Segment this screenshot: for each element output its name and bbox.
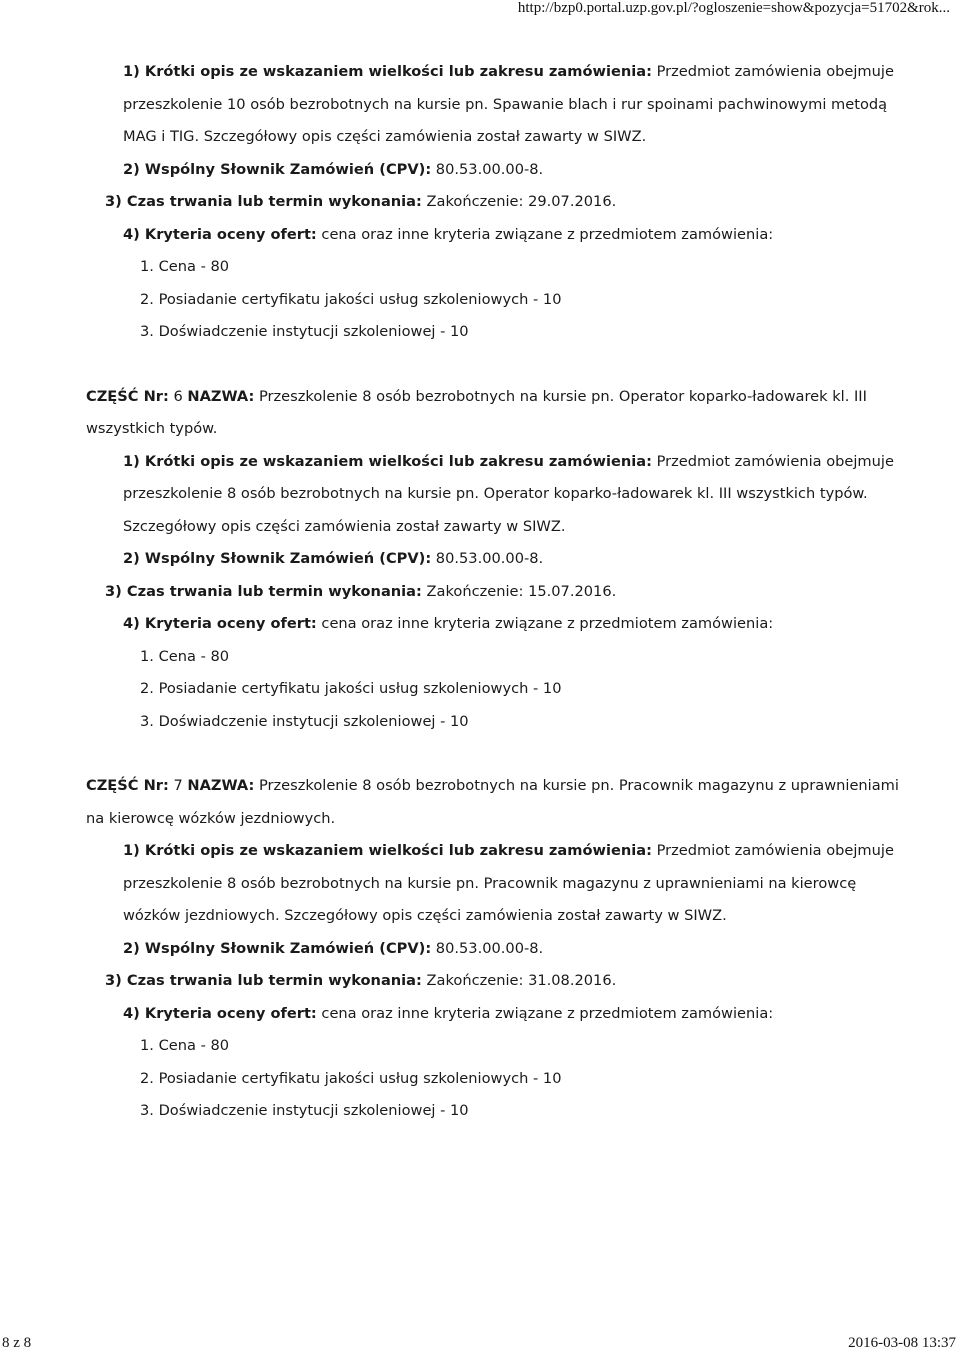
- short-description-cont: przeszkolenie 10 osób bezrobotnych na kursie pn. Spawanie blach i rur spoinami pachwinowymi metodą: [123, 95, 888, 113]
- short-description-cont: MAG i TIG. Szczegółowy opis części zamówienia został zawarty w SIWZ.: [123, 128, 647, 145]
- duration-label: 3) Czas trwania lub termin wykonania:: [105, 582, 422, 600]
- criterion-item: 1. Cena - 80: [140, 647, 230, 665]
- cpv-value: 80.53.00.00-8.: [431, 550, 544, 567]
- cpv-code: [0, 154, 960, 187]
- document-body: [0, 56, 960, 1128]
- part-number: 6: [168, 387, 188, 405]
- part-number-label: CZĘŚĆ Nr:: [86, 777, 169, 794]
- part-number-label: CZĘŚĆ Nr:: [86, 387, 169, 405]
- short-description-label: 1) Krótki opis ze wskazaniem wielkości lub zakresu zamówienia:: [123, 842, 652, 859]
- part-name: Przeszkolenie 8 osób bezrobotnych na kursie pn. Pracownik magazynu z uprawnieniami: [254, 777, 899, 794]
- duration-label: 3) Czas trwania lub termin wykonania:: [105, 972, 422, 989]
- cpv-label: 2) Wspólny Słownik Zamówień (CPV):: [123, 939, 432, 957]
- part-7: [0, 770, 960, 1128]
- criterion-item: 1. Cena - 80: [140, 1037, 230, 1054]
- criterion-item: 3. Doświadczenie instytucji szkoleniowej - 10: [140, 712, 469, 730]
- cpv-value: 80.53.00.00-8.: [431, 939, 544, 957]
- part-title-cont: wszystkich typów.: [86, 420, 218, 437]
- spacer: [0, 738, 960, 770]
- short-description-label: 1) Krótki opis ze wskazaniem wielkości lub zakresu zamówienia:: [123, 452, 652, 470]
- part-name: Przeszkolenie 8 osób bezrobotnych na kursie pn. Operator koparko-ładowarek kl. III: [254, 387, 867, 405]
- criteria-text: cena oraz inne kryteria związane z przedmiotem zamówienia:: [316, 1004, 774, 1022]
- short-description-cont: przeszkolenie 8 osób bezrobotnych na kursie pn. Pracownik magazynu z uprawnieniami na kierowcę: [123, 874, 857, 892]
- cpv-label: 2) Wspólny Słownik Zamówień (CPV):: [123, 550, 432, 567]
- cpv-value: 80.53.00.00-8.: [431, 160, 544, 178]
- criteria-label: 4) Kryteria oceny ofert:: [123, 225, 317, 243]
- part-6: [0, 381, 960, 739]
- duration-value: Zakończenie: 29.07.2016.: [421, 193, 617, 210]
- criteria-heading: [0, 608, 960, 641]
- criterion-item: 3. Doświadczenie instytucji szkoleniowej - 10: [140, 1102, 469, 1119]
- criterion-item: 3. Doświadczenie instytucji szkoleniowej - 10: [140, 323, 469, 340]
- part-title-cont: na kierowcę wózków jezdniowych.: [86, 809, 336, 827]
- criteria-label: 4) Kryteria oceny ofert:: [123, 615, 317, 632]
- short-description-cont: wózków jezdniowych. Szczegółowy opis części zamówienia został zawarty w SIWZ.: [123, 907, 727, 924]
- part-name-label: NAZWA:: [187, 387, 255, 405]
- spacer: [0, 349, 960, 381]
- cpv-label: 2) Wspólny Słownik Zamówień (CPV):: [123, 160, 432, 178]
- short-description: [0, 446, 960, 479]
- duration-value: Zakończenie: 31.08.2016.: [421, 972, 617, 989]
- duration-label: 3) Czas trwania lub termin wykonania:: [105, 193, 422, 210]
- criteria-label: 4) Kryteria oceny ofert:: [123, 1004, 317, 1022]
- part-number: 7: [168, 777, 188, 794]
- short-description: [0, 835, 960, 868]
- criterion-item: 2. Posiadanie certyfikatu jakości usług szkoleniowych - 10: [140, 680, 562, 697]
- short-description-label: 1) Krótki opis ze wskazaniem wielkości lub zakresu zamówienia:: [123, 63, 652, 80]
- short-description: [0, 56, 960, 89]
- part-name-label: NAZWA:: [187, 777, 255, 794]
- short-description-cont: przeszkolenie 8 osób bezrobotnych na kursie pn. Operator koparko-ładowarek kl. III wszystkich typów.: [123, 485, 868, 502]
- duration: [0, 576, 960, 609]
- short-description-cont: Szczegółowy opis części zamówienia został zawarty w SIWZ.: [123, 517, 566, 535]
- criteria-text: cena oraz inne kryteria związane z przedmiotem zamówienia:: [316, 615, 774, 632]
- part-5: [0, 56, 960, 349]
- short-description-text: Przedmiot zamówienia obejmuje: [651, 842, 894, 859]
- cpv-code: [0, 543, 960, 576]
- page-number: 8 z 8: [2, 1335, 32, 1351]
- cpv-code: [0, 933, 960, 966]
- duration-value: Zakończenie: 15.07.2016.: [421, 582, 617, 600]
- page-url: http://bzp0.portal.uzp.gov.pl/?ogloszenie=show&pozycja=51702&rok...: [517, 0, 950, 16]
- duration: [0, 186, 960, 219]
- short-description-text: Przedmiot zamówienia obejmuje: [651, 63, 894, 80]
- short-description-text: Przedmiot zamówienia obejmuje: [651, 452, 894, 470]
- criterion-item: 2. Posiadanie certyfikatu jakości usług szkoleniowych - 10: [140, 290, 562, 308]
- part-title: [0, 381, 960, 414]
- duration: [0, 965, 960, 998]
- criteria-text: cena oraz inne kryteria związane z przedmiotem zamówienia:: [316, 225, 774, 243]
- criteria-heading: [0, 998, 960, 1031]
- print-timestamp: 2016-03-08 13:37: [848, 1335, 956, 1351]
- part-title: [0, 770, 960, 803]
- criteria-heading: [0, 219, 960, 252]
- criterion-item: 2. Posiadanie certyfikatu jakości usług szkoleniowych - 10: [140, 1069, 562, 1087]
- criterion-item: 1. Cena - 80: [140, 258, 230, 275]
